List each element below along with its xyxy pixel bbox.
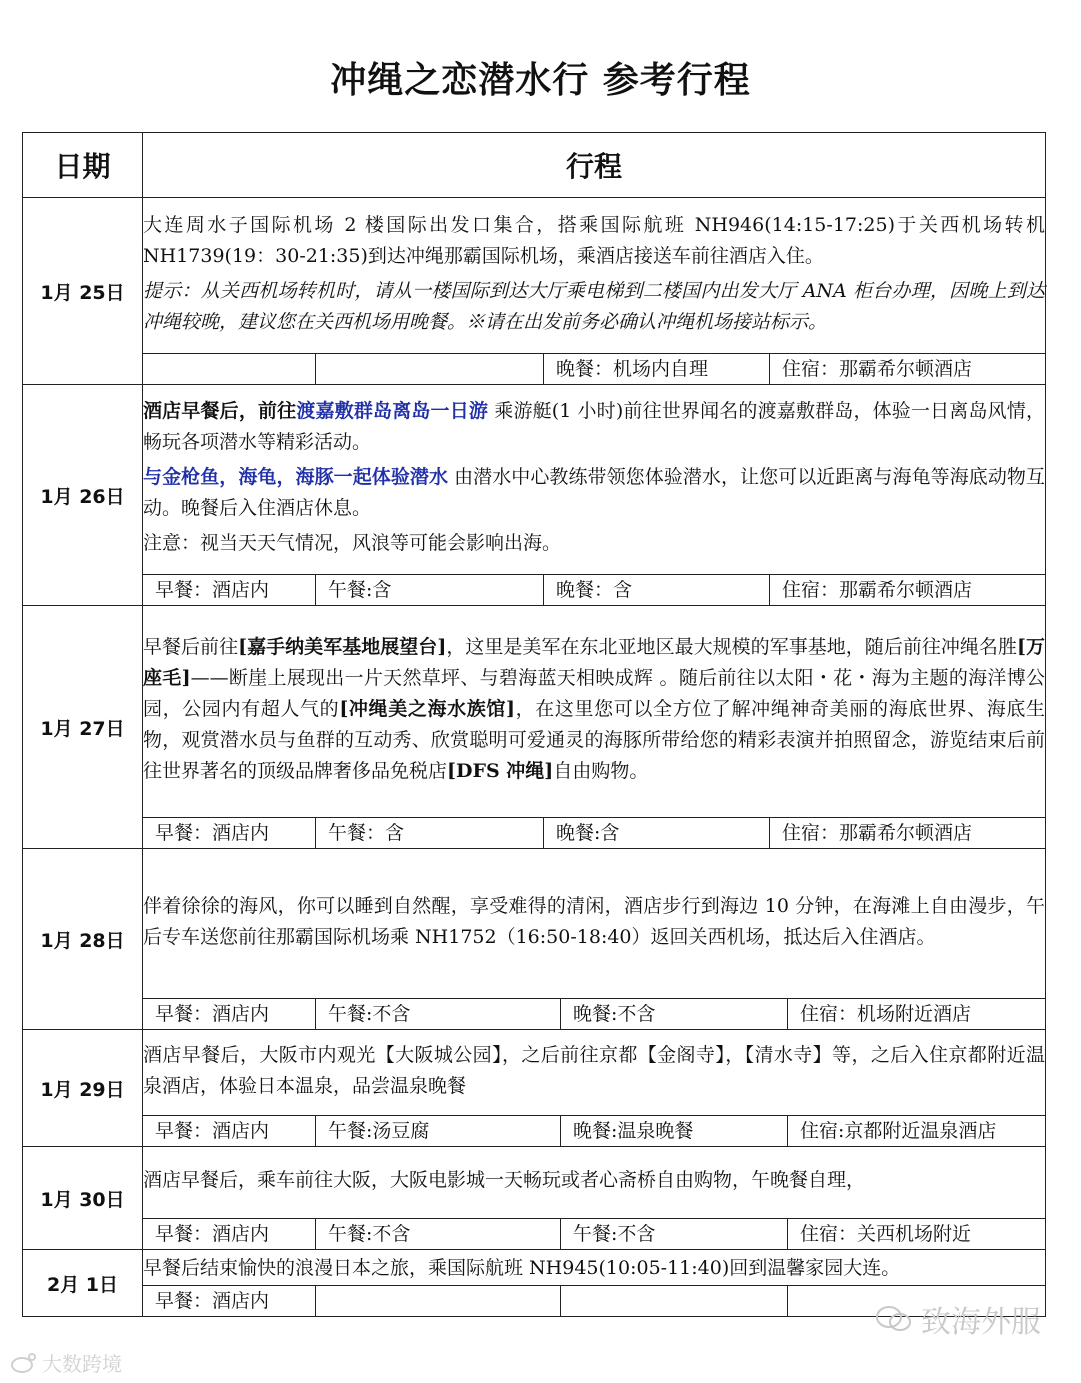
day-date: 1月 29日 bbox=[23, 1030, 143, 1147]
meal-row bbox=[23, 818, 1046, 849]
day-text bbox=[143, 632, 1045, 787]
meal-lunch: 午餐:不含 bbox=[316, 999, 561, 1029]
watermark bbox=[875, 1297, 1041, 1341]
meal-dinner: 晚餐：含 bbox=[544, 575, 770, 605]
meal-row bbox=[23, 575, 1046, 606]
day-note: 注意：视当天天气情况，风浪等可能会影响出海。 bbox=[143, 532, 562, 554]
meal-lunch: 午餐:不含 bbox=[316, 1219, 561, 1249]
day-text: 伴着徐徐的海风，你可以睡到自然醒，享受难得的清闲，酒店步行到海边 10 分钟，在海滩上自由漫步，午后专车送您前往那霸国际机场乘 NH1752（16:50-18:40）返回关西机场，抵达后入住酒店。 bbox=[143, 894, 1045, 948]
meal-lodging: 住宿：关西机场附近 bbox=[800, 1223, 972, 1245]
page-title: 冲绳之恋潜水行 参考行程 bbox=[330, 60, 751, 101]
meal-lodging: 住宿:京都附近温泉酒店 bbox=[800, 1120, 997, 1142]
day-description bbox=[143, 385, 1046, 575]
meal-breakfast: 早餐：酒店内 bbox=[143, 1116, 316, 1146]
day-description bbox=[143, 198, 1046, 354]
meal-dinner bbox=[561, 1286, 788, 1316]
day-description bbox=[143, 606, 1046, 818]
meal-row bbox=[23, 999, 1046, 1030]
meal-breakfast: 早餐：酒店内 bbox=[143, 999, 316, 1029]
day-date: 1月 28日 bbox=[23, 849, 143, 1030]
day-date: 2月 1日 bbox=[23, 1250, 143, 1317]
day-text: 酒店早餐后，乘车前往大阪，大阪电影城一天畅玩或者心斋桥自由购物，午晚餐自理， bbox=[143, 1169, 866, 1191]
text: ，在这里您可以全方位了解冲绳神奇美丽的海底世界、海底生物，观赏潜水员与鱼群的互动秀、欣赏聪明可爱通灵的海豚所带给您的精彩表演并拍照留念，游览结束后前往世界著名的顶级品牌奢侈品免税店 bbox=[143, 698, 1045, 782]
meal-row bbox=[23, 354, 1046, 385]
place-name: [冲绳美之海水族馆] bbox=[339, 698, 515, 720]
meal-breakfast: 早餐：酒店内 bbox=[143, 1219, 316, 1249]
place-name: [DFS 冲绳] bbox=[447, 760, 554, 782]
meal-lodging: 住宿：机场附近酒店 bbox=[800, 1003, 972, 1025]
day-row bbox=[23, 1250, 1046, 1286]
day-date: 1月 25日 bbox=[23, 198, 143, 385]
meal-lunch bbox=[316, 354, 544, 384]
meal-dinner: 晚餐:不含 bbox=[561, 999, 788, 1029]
highlight-dive: 与金枪鱼，海龟，海豚一起体验潜水 bbox=[143, 466, 449, 488]
day-date: 1月 27日 bbox=[23, 606, 143, 849]
day-row bbox=[23, 849, 1046, 999]
day-row bbox=[23, 1030, 1046, 1116]
text: 乘游艇(1 小时)前往世界闻名的渡嘉敷群岛，体验一日离岛风情，畅玩各项潜水等精彩活动。 bbox=[143, 400, 1045, 453]
meal-dinner: 晚餐:温泉晚餐 bbox=[561, 1116, 788, 1146]
meal-cells bbox=[143, 818, 1046, 849]
header-itinerary: 行程 bbox=[143, 133, 1046, 198]
day-text bbox=[143, 396, 1045, 458]
day-description bbox=[143, 1250, 1046, 1286]
day-description bbox=[143, 1030, 1046, 1116]
day-description bbox=[143, 1147, 1046, 1219]
place-name: [万座毛] bbox=[143, 636, 1045, 689]
day-row bbox=[23, 1147, 1046, 1219]
day-text: 酒店早餐后，大阪市内观光【大阪城公园】，之后前往京都【金阁寺】，【清水寺】等，之后入住京都附近温泉酒店，体验日本温泉，品尝温泉晚餐 bbox=[143, 1043, 1045, 1097]
meal-row bbox=[23, 1116, 1046, 1147]
meal-breakfast: 早餐：酒店内 bbox=[143, 1286, 316, 1316]
meal-lunch: 午餐:含 bbox=[316, 575, 544, 605]
meal-cells bbox=[143, 575, 1046, 606]
text: ，这里是美军在东北亚地区最大规模的军事基地，随后前往冲绳名胜 bbox=[446, 636, 1017, 658]
watermark-left bbox=[10, 1348, 122, 1377]
header-date: 日期 bbox=[23, 133, 143, 198]
day-text bbox=[143, 462, 1045, 524]
day-text: 早餐后结束愉快的浪漫日本之旅，乘国际航班 NH945(10:05-11:40)回到温馨家园大连。 bbox=[143, 1257, 901, 1279]
meal-row bbox=[23, 1219, 1046, 1250]
meal-breakfast: 早餐：酒店内 bbox=[143, 575, 316, 605]
meal-lodging: 住宿：那霸希尔顿酒店 bbox=[782, 822, 973, 844]
day-row bbox=[23, 385, 1046, 575]
meal-cells bbox=[143, 999, 1046, 1030]
meal-dinner: 晚餐:含 bbox=[544, 818, 770, 848]
meal-cells bbox=[143, 354, 1046, 385]
meal-lodging: 住宿：那霸希尔顿酒店 bbox=[782, 358, 973, 380]
meal-cells bbox=[143, 1219, 1046, 1250]
meal-dinner: 午餐:不含 bbox=[561, 1219, 788, 1249]
day-date: 1月 30日 bbox=[23, 1147, 143, 1250]
highlight-tour: 渡嘉敷群岛离岛一日游 bbox=[296, 400, 489, 422]
day-date: 1月 26日 bbox=[23, 385, 143, 606]
meal-lunch: 午餐:汤豆腐 bbox=[316, 1116, 561, 1146]
day-note: 提示：从关西机场转机时，请从一楼国际到达大厅乘电梯到二楼国内出发大厅 ANA 柜台办理，因晚上到达冲绳较晚，建议您在关西机场用晚餐。※请在出发前务必确认冲绳机场接站标示。 bbox=[143, 279, 1045, 333]
meal-lodging: 住宿：那霸希尔顿酒店 bbox=[782, 579, 973, 601]
meal-lunch: 午餐：含 bbox=[316, 818, 544, 848]
watermark-text: 致海外服 bbox=[921, 1305, 1041, 1340]
meal-breakfast bbox=[143, 354, 316, 384]
meal-dinner: 晚餐：机场内自理 bbox=[544, 354, 770, 384]
meal-cells bbox=[143, 1116, 1046, 1147]
day-text: 大连周水子国际机场 2 楼国际出发口集合，搭乘国际航班 NH946(14:15-17:25)于关西机场转机 NH1739(19：30-21:35)到达冲绳那霸国际机场，乘酒店接送车前往酒店入住。 bbox=[143, 213, 1045, 267]
wechat-icon bbox=[875, 1304, 913, 1334]
watermark-left-text: 大数跨境 bbox=[42, 1352, 122, 1376]
text: 早餐后前往 bbox=[143, 636, 239, 658]
day-row bbox=[23, 198, 1046, 354]
text: 自由购物。 bbox=[553, 760, 649, 782]
text: 由潜水中心教练带领您体验潜水，让您可以近距离与海龟等海底动物互动。晚餐后入住酒店休息。 bbox=[143, 466, 1045, 519]
meal-lunch bbox=[316, 1286, 561, 1316]
table-header-row bbox=[23, 133, 1046, 198]
place-name: [嘉手纳美军基地展望台] bbox=[238, 636, 447, 658]
itinerary-table bbox=[22, 132, 1046, 1317]
intro-bold: 酒店早餐后，前往 bbox=[143, 400, 297, 422]
meal-breakfast: 早餐：酒店内 bbox=[143, 818, 316, 848]
day-row bbox=[23, 606, 1046, 818]
weibo-icon bbox=[10, 1352, 38, 1374]
day-description bbox=[143, 849, 1046, 999]
text: ——断崖上展现出一片天然草坪、与碧海蓝天相映成辉 。随后前往以太阳・花・海为主题的海洋博公园，公园内有超人气的 bbox=[143, 667, 1045, 720]
